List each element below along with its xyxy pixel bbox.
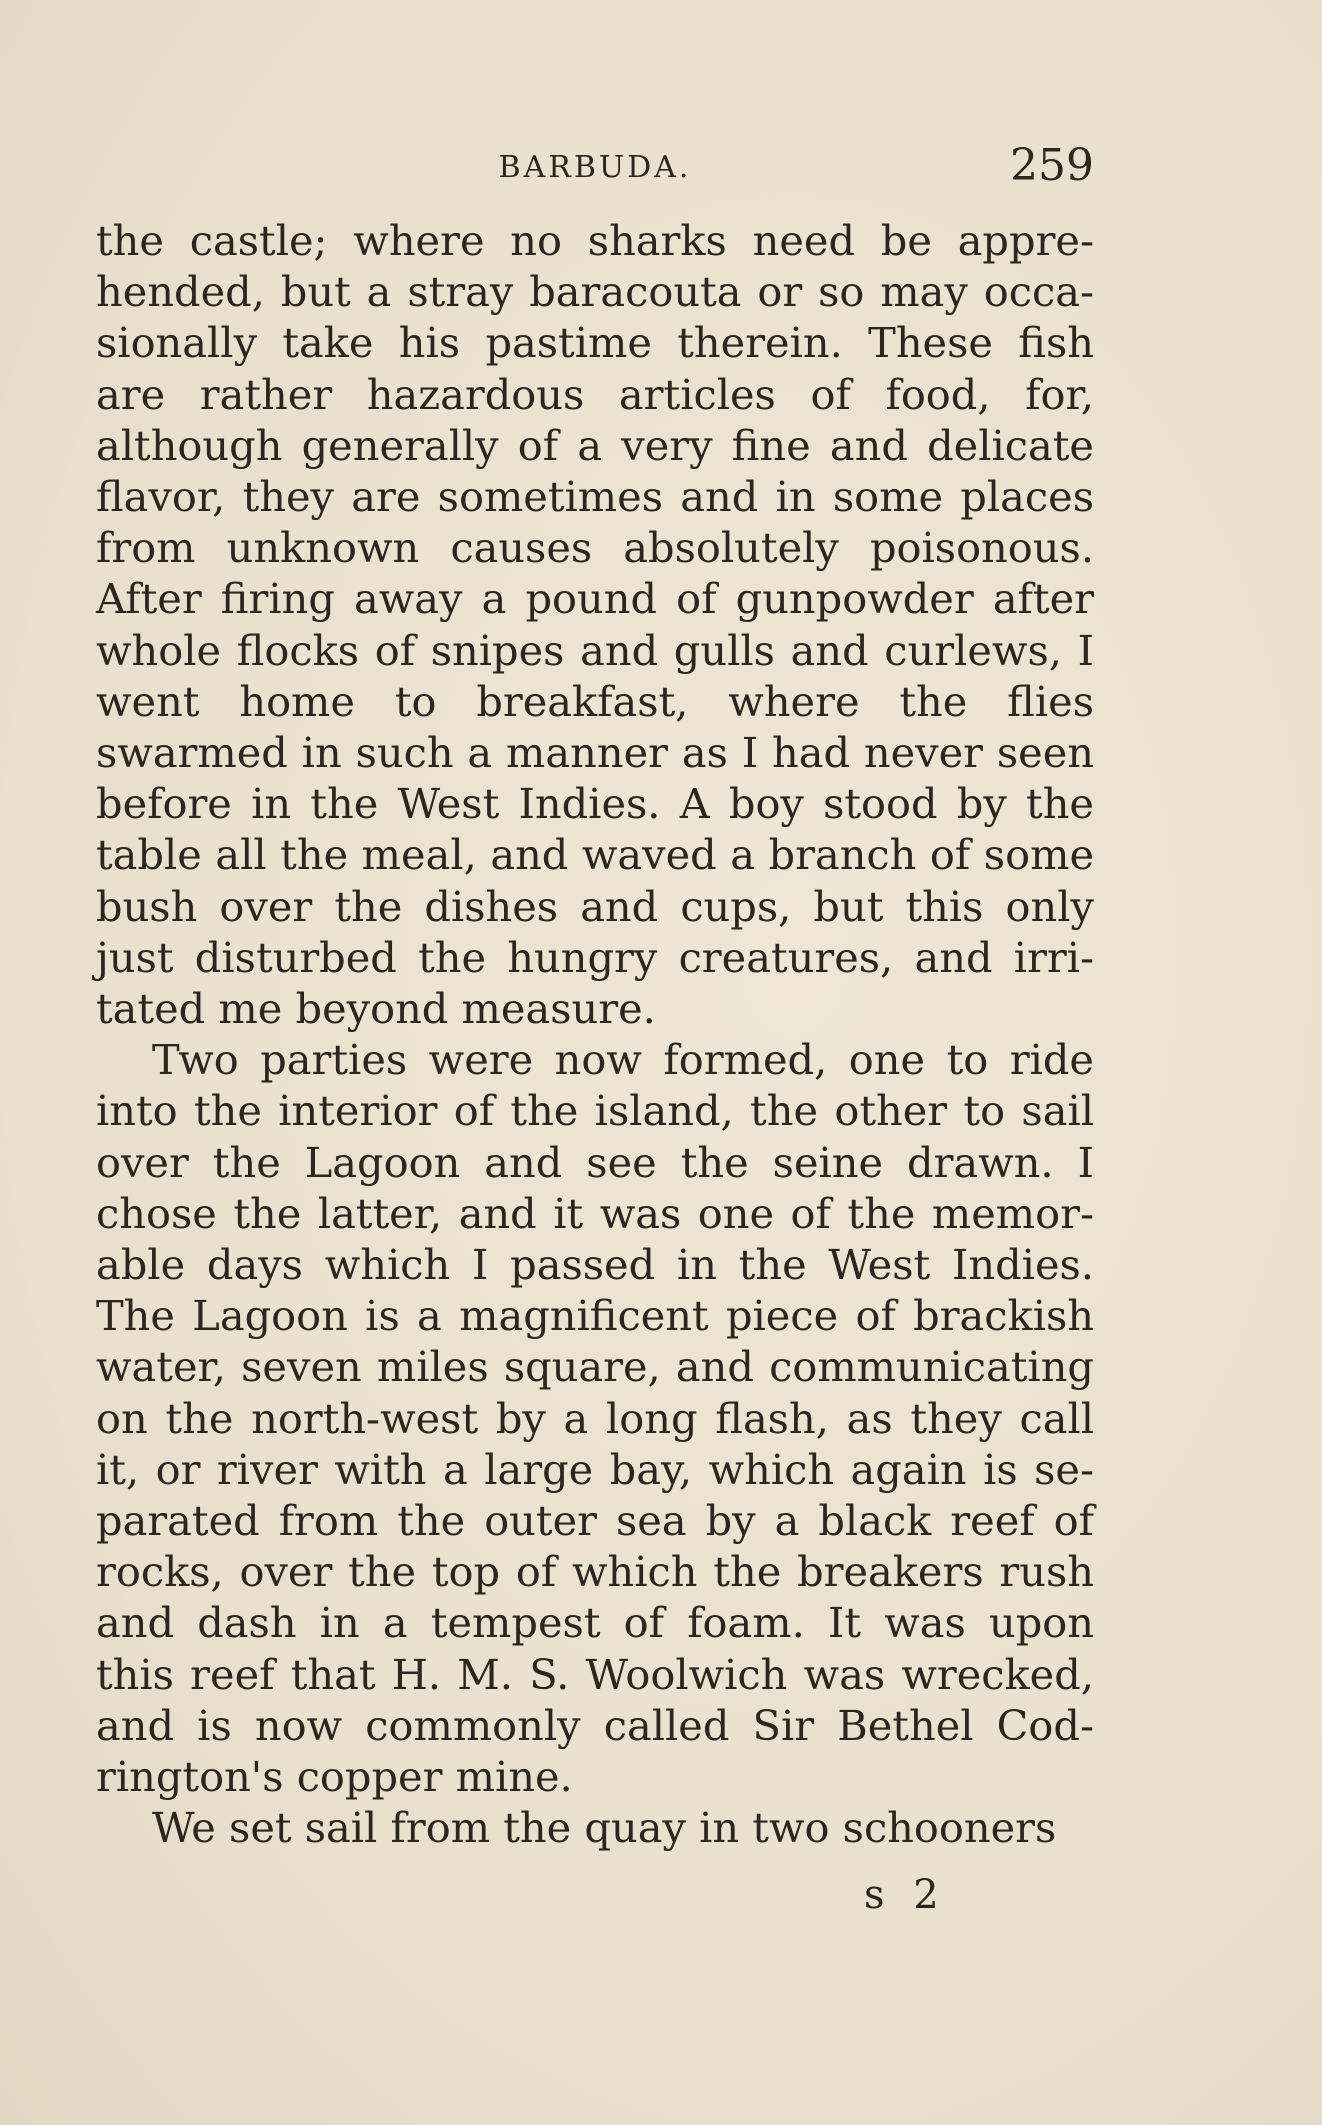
signature-mark: s 2 [864,1872,947,1918]
page-number: 259 [1010,140,1094,191]
paragraph-1: the castle; where no sharks need be appre-hended, but a stray baracouta or so may occa-sionally take his pastime therein. These fish are rather hazardous articles of food, for, although generally of a very fine and delicate flavor, they are sometimes and in some places from unknown causes absolutely poisonous. After firing away a pound of gunpowder after whole flocks of snipes and gulls and curlews, I went home to breakfast, where the flies swarmed in such a manner as I had never seen before in the West Indies. A boy stood by the table all the meal, and waved a branch of some bush over the dishes and cups, but this only just disturbed the hungry creatures, and irri-tated me beyond measure. [96,216,1094,1034]
paragraph-2: Two parties were now formed, one to ride into the interior of the island, the other to sail over the Lagoon and see the seine drawn. I chose the latter, and it was one of the memor-able days which I passed in the West Indies. The Lagoon is a magnificent piece of brackish water, seven miles square, and communicating on the north-west by a long flash, as they call it, or river with a large bay, which again is se-parated from the outer sea by a black reef of rocks, over the top of which the breakers rush and dash in a tempest of foam. It was upon this reef that H. M. S. Woolwich was wrecked, and is now commonly called Sir Bethel Cod-rington's copper mine. [96,1035,1094,1802]
body-text [96,215,1094,1854]
page-header [96,140,1094,190]
paragraph-3: We set sail from the quay in two schooners [152,1803,1057,1853]
running-head: BARBUDA. [498,150,692,185]
